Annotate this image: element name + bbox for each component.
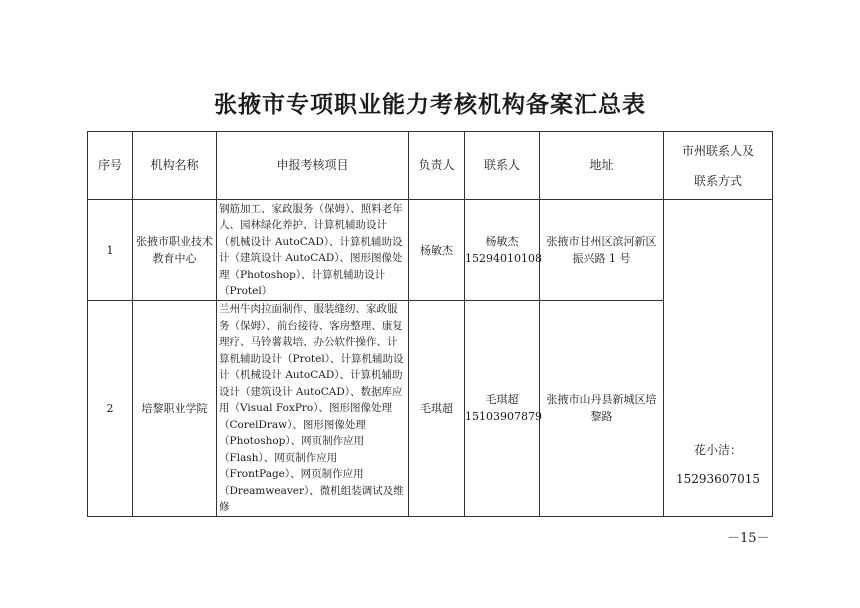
header-contact-person: 联系人 [465, 132, 540, 200]
city-contact-cell [664, 200, 773, 517]
contact-phone: 15103907879 [465, 410, 542, 424]
row-address: 张掖市山丹县新城区培黎路 [540, 301, 664, 517]
registration-summary-table [87, 131, 773, 517]
header-serial-number: 序号 [88, 132, 133, 200]
header-assessment-items: 申报考核项目 [217, 132, 409, 200]
document-title: 张掖市专项职业能力考核机构备案汇总表 [214, 92, 646, 118]
header-address: 地址 [540, 132, 664, 200]
city-contact-name: 花小洁： [693, 442, 742, 457]
row-person-in-charge: 毛琪超 [409, 301, 465, 517]
row-contact-person [465, 200, 540, 301]
row-contact-person [465, 301, 540, 517]
row-serial-number: 2 [88, 301, 133, 517]
header-city-contact-line1: 市州联系人及 [681, 143, 754, 158]
contact-phone: 15294010108 [465, 252, 542, 265]
table-header-row [88, 132, 773, 200]
row-organization-name: 培黎职业学院 [133, 301, 217, 517]
header-organization-name: 机构名称 [133, 132, 217, 200]
header-city-contact-line2: 联系方式 [693, 173, 742, 188]
row-address: 张掖市甘州区滨河新区振兴路 1 号 [540, 200, 664, 301]
row-assessment-items: 钢筋加工、家政服务（保姆）、照料老年人、园林绿化养护、计算机辅助设计（机械设计 AutoCAD）、计算机辅助设计（建筑设计 AutoCAD）、图形图像处理（Photoshop）、计算机辅助设计（Protel） [217, 200, 409, 301]
contact-name: 毛琪超 [485, 393, 519, 407]
row-serial-number: 1 [88, 200, 133, 301]
row-organization-name: 张掖市职业技术教育中心 [133, 200, 217, 301]
table-row [88, 200, 773, 301]
header-city-contact [664, 132, 773, 200]
page-number: －15－ [727, 531, 770, 546]
row-person-in-charge: 杨敏杰 [409, 200, 465, 301]
city-contact-phone: 15293607015 [676, 471, 760, 486]
contact-name: 杨敏杰 [485, 235, 519, 248]
header-person-in-charge: 负责人 [409, 132, 465, 200]
row-assessment-items: 兰州牛肉拉面制作、服装缝纫、家政服务（保姆）、前台接待、客房整理、康复理疗、马铃薯栽培、办公软件操作、计算机辅助设计（Protel）、计算机辅助设计（机械设计 AutoCAD）、计算机辅助设计（建筑设计 AutoCAD）、数据库应用（Visual FoxPro）、图形图像处理（CorelDraw）、图形图像处理（Photoshop）、网页制作应用（Flash）、网页制作应用（FrontPage）、网页制作应用（Dreamweaver）、微机组装调试及维修 [217, 301, 409, 517]
